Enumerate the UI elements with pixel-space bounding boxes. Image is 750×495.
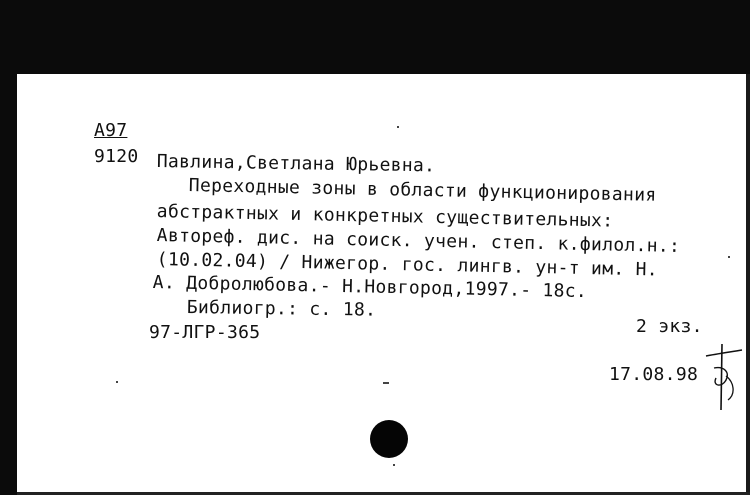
copies-count: 2 экз. [636,316,703,337]
scan-speck [383,382,389,384]
title-line-3: Автореф. дис. на соиск. учен. степ. к.филол.н.: [156,225,681,257]
scan-speck [397,126,399,128]
title-line-4: (10.02.04) / Нижегор. гос. лингв. ун-т им. Н. [156,249,659,281]
card-right-edge [746,74,750,495]
card-number: 9120 [94,146,139,167]
title-line-2: абстрактных и конкретных существительных: [156,201,614,232]
title-line-5: А. Добролюбова.- Н.Новгород,1997.- 18с. [152,272,588,303]
scan-speck [393,464,395,466]
title-line-1: Переходные зоны в области функционирования [188,175,657,206]
scan-speck [728,256,730,258]
scanner-left-band [0,74,17,495]
accession-number: 97-ЛГР-365 [149,322,261,343]
scan-speck [116,381,118,383]
handwritten-signature [700,342,746,414]
bibliography-note: Библиогр.: с. 18. [186,297,377,321]
shelf-mark: А97 [94,120,128,141]
card-punch-hole [370,420,408,458]
stamp-date: 17.08.98 [609,364,699,385]
scanner-top-band [0,0,750,74]
author-heading: Павлина,Светлана Юрьевна. [156,151,436,177]
